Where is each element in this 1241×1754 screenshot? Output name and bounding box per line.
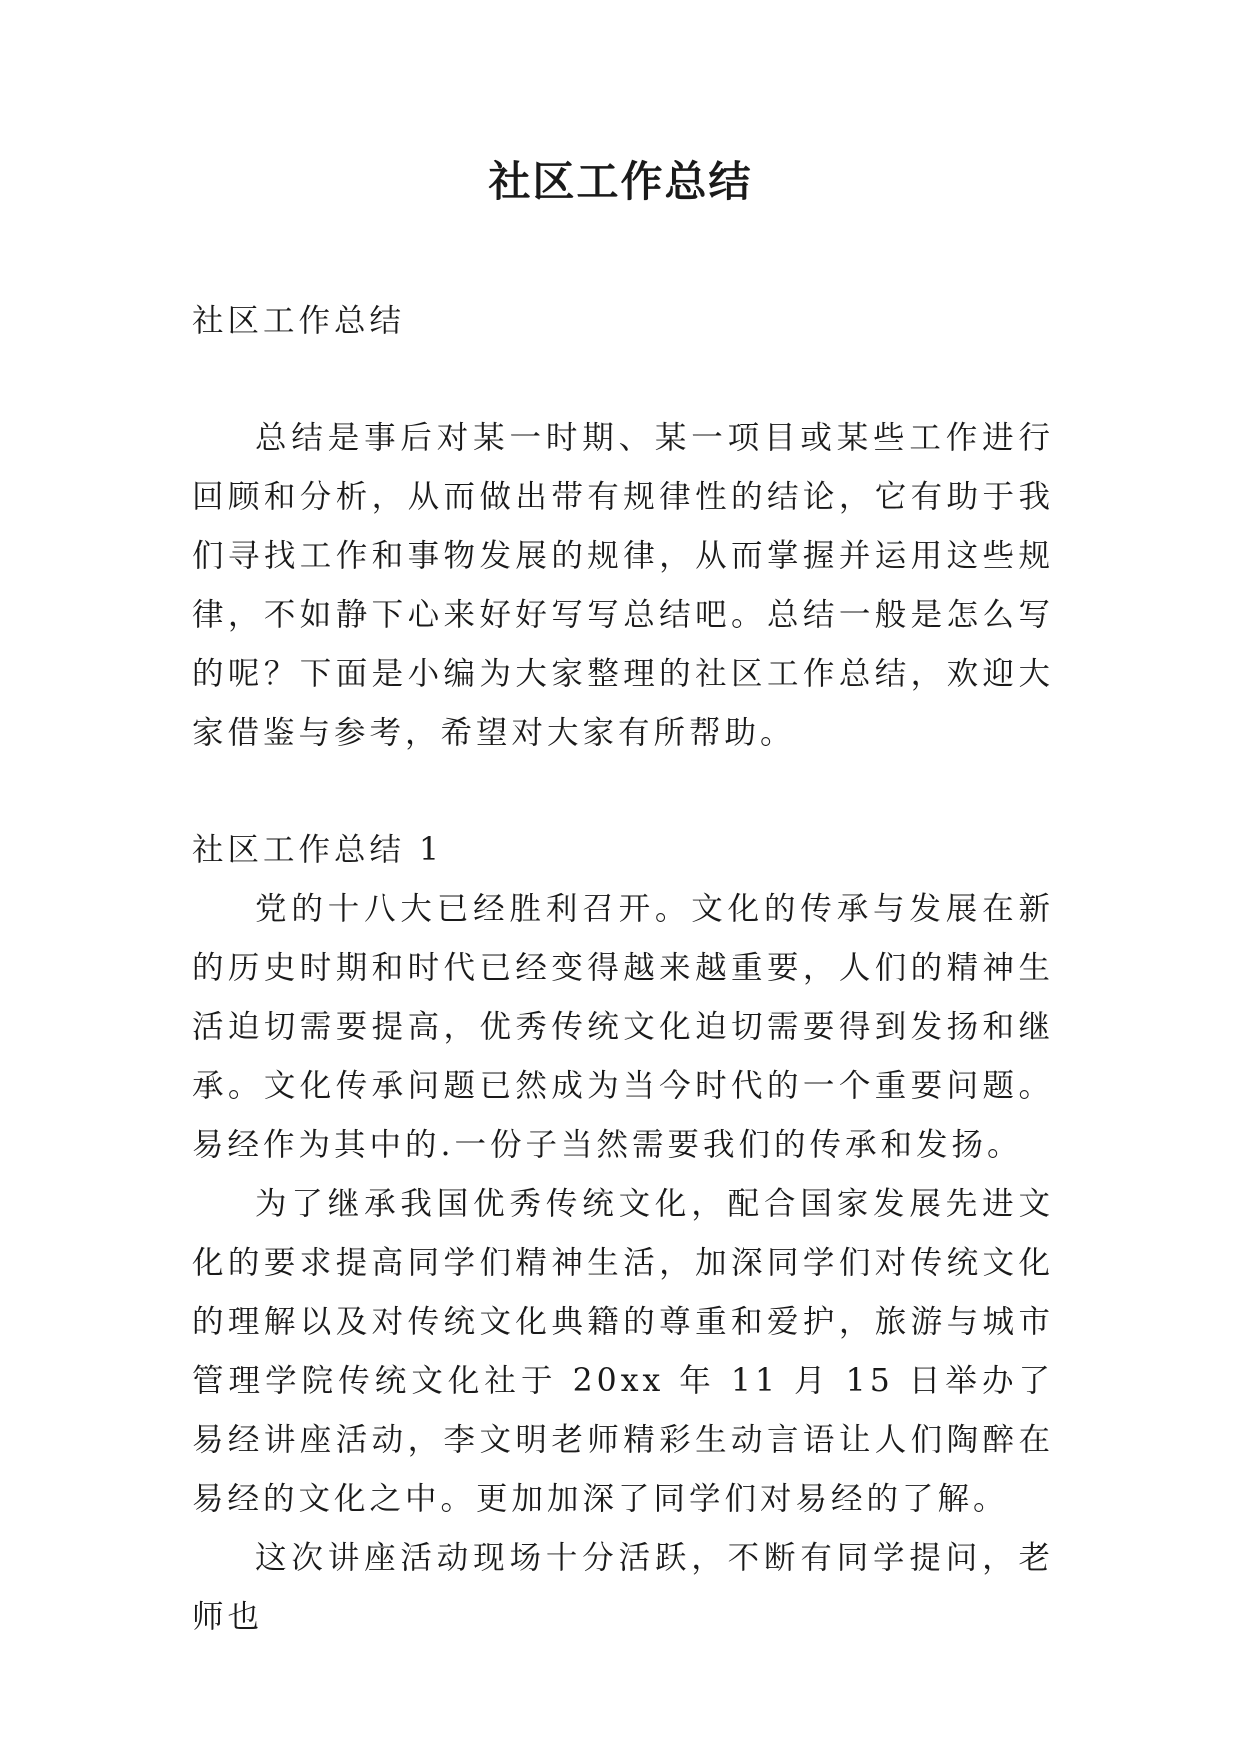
document-body bbox=[192, 292, 1054, 1647]
body-paragraph: 为了继承我国优秀传统文化，配合国家发展先进文化的要求提高同学们精神生活，加深同学们对传统文化的理解以及对传统文化典籍的尊重和爱护，旅游与城市管理学院传统文化社于 20xx 年 11 月 15 日举办了易经讲座活动，李文明老师精彩生动言语让人们陶醉在易经的文化之中。更加加深了同学们对易经的了解。 bbox=[192, 1186, 1054, 1517]
document-title: 社区工作总结 bbox=[488, 157, 753, 206]
document-subtitle: 社区工作总结 bbox=[192, 303, 406, 339]
section-heading: 社区工作总结 1 bbox=[192, 832, 444, 868]
intro-paragraph: 总结是事后对某一时期、某一项目或某些工作进行回顾和分析，从而做出带有规律性的结论，它有助于我们寻找工作和事物发展的规律，从而掌握并运用这些规律，不如静下心来好好写写总结吧。总结一般是怎么写的呢？下面是小编为大家整理的社区工作总结，欢迎大家借鉴与参考，希望对大家有所帮助。 bbox=[192, 420, 1054, 751]
body-paragraph: 这次讲座活动现场十分活跃，不断有同学提问，老师也 bbox=[192, 1540, 1054, 1635]
body-paragraph: 党的十八大已经胜利召开。文化的传承与发展在新的历史时期和时代已经变得越来越重要，人们的精神生活迫切需要提高，优秀传统文化迫切需要得到发扬和继承。文化传承问题已然成为当今时代的一个重要问题。易经作为其中的.一份子当然需要我们的传承和发扬。 bbox=[192, 891, 1054, 1163]
